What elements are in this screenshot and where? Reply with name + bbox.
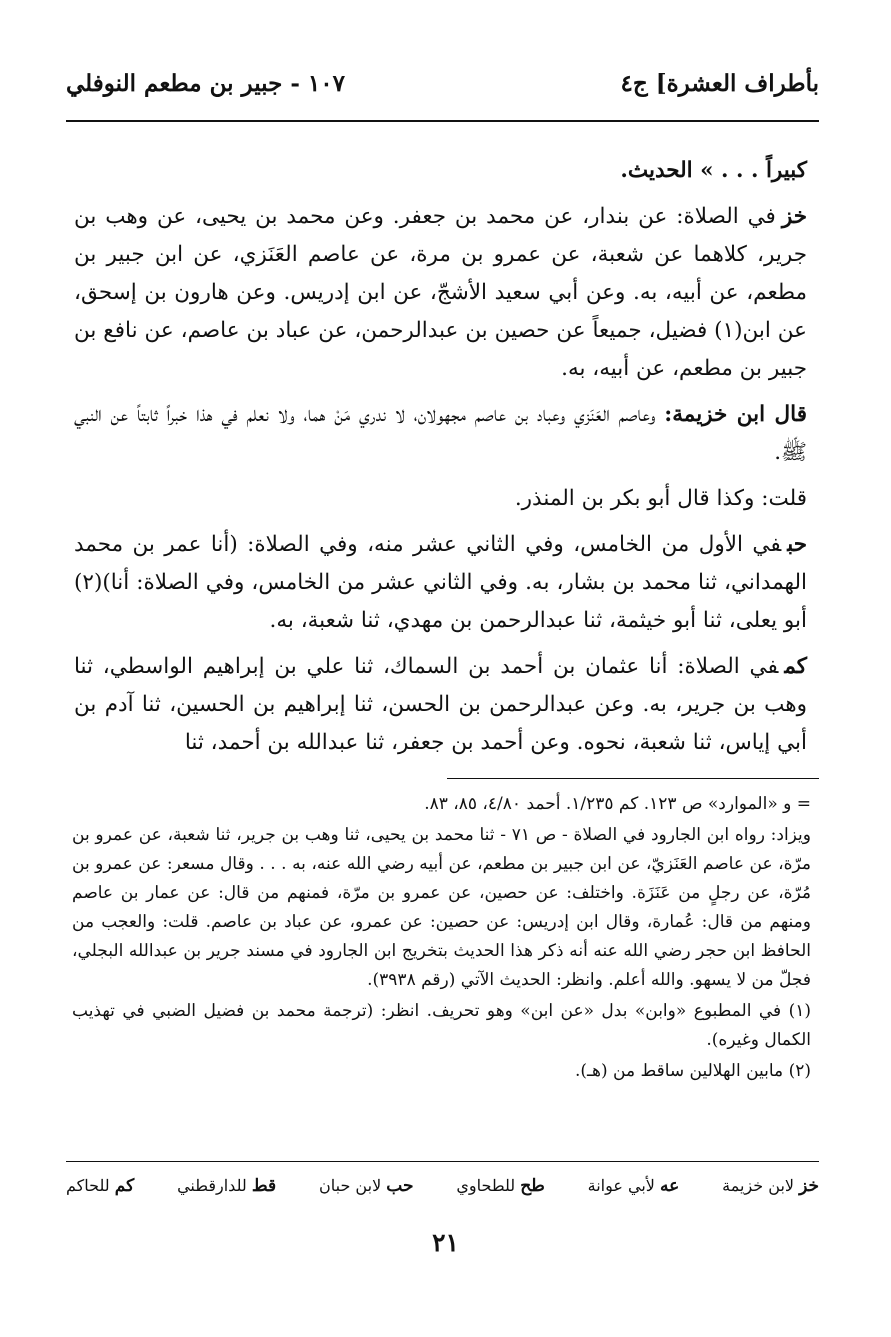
abbreviation-item: حب لابن حبان bbox=[319, 1176, 414, 1196]
abbreviation-item: عه لأبي عوانة bbox=[587, 1176, 680, 1196]
abbreviation-item: قط للدارقطني bbox=[177, 1176, 277, 1196]
footnotes bbox=[72, 790, 811, 1088]
comment-lead: قال ابن خزيمة: bbox=[664, 402, 807, 427]
paragraph-hb bbox=[74, 526, 807, 640]
header-volume: بأطراف العشرة] ج٤ bbox=[620, 70, 819, 97]
main-text bbox=[74, 152, 807, 770]
paragraph-km-text: في الصلاة: أنا عثمان بن أحمد بن السماك، ثنا علي بن إبراهيم الواسطي، ثنا وهب بن جرير، به. وعن عبدالرحمن بن الحسن، ثنا إبراهيم بن الحسين، ثنا آدم بن أبي إياس، ثنا شعبة، نحوه. وعن أحمد بن جعفر، ثنا عبدالله بن أحمد، ثنا bbox=[74, 654, 807, 755]
abbreviations-divider bbox=[66, 1161, 819, 1162]
comment-text: وعاصم العَنَزي وعباد بن عاصم مجهولان، لا ندري مَنْ هما، ولا نعلم في هذا خبراً ثابتاً عن النبي ﷺ. bbox=[74, 402, 807, 465]
paragraph-note: قلت: وكذا قال أبو بكر بن المنذر. bbox=[514, 486, 807, 511]
paragraph-hb-text: في الأول من الخامس، وفي الثاني عشر منه، وفي الصلاة: (أنا عمر بن محمد الهمداني، ثنا محمد بن بشار، به. وفي الثاني عشر من الخامس، وفي الصلاة: أنا)(٢) أبو يعلى، ثنا أبو خيثمة، ثنا عبدالرحمن بن مهدي، ثنا شعبة، به. bbox=[74, 532, 807, 633]
paragraph-khz-text: في الصلاة: عن بندار، عن محمد بن جعفر. وعن محمد بن يحيى، عن وهب بن جرير، كلاهما عن شعبة، عن عمرو بن مرة، عن عاصم العَنَزي، عن ابن جبير بن مطعم، عن أبيه، به. وعن أبي سعيد الأشجّ، عن ابن إدريس. وعن هارون بن إسحق، عن ابن(١) فضيل، جميعاً عن حصين بن عبدالرحمن، عن عباد بن عاصم، عن نافع بن جبير بن مطعم، عن أبيه، به. bbox=[74, 204, 808, 381]
footnote-addition: ويزاد: رواه ابن الجارود في الصلاة - ص ٧١ - ثنا محمد بن يحيى، ثنا وهب بن جرير، ثنا شعبة، عن عمرو بن مرّة، عن عاصم العَنَزيّ، عن ابن جبير بن مطعم، عن أبيه رضي الله عنه، به . . . وقال مسعر: عن عمرو بن مُرّة، عن رجلٍ من عَنَزَة. واختلف: عن حصين، عن عمرو بن مرّة، فمنهم من قال: عن عمار بن عاصم ومنهم من قال: عُمارة، وقال ابن إدريس: عن حصين: عن عمرو، عن عباد بن عاصم. قلت: والعجب من الحافظ ابن حجر رضي الله عنه أنه ذكر هذا الحديث بتخريج ابن الجارود في مسند جرير بن عبدالله البجلي، فجلّ من لا يسهو. والله أعلم. وانظر: الحديث الآتي (رقم ٣٩٣٨). bbox=[72, 825, 811, 990]
paragraph-km bbox=[74, 648, 807, 762]
footnote-continued: = و «الموارد» ص ١٢٣. كم ١/٢٣٥. أحمد ٤/٨٠، ٨٥، ٨٣. bbox=[424, 794, 811, 814]
abbreviation-item: طح للطحاوي bbox=[456, 1176, 545, 1196]
running-header bbox=[66, 70, 819, 97]
source-symbol-khz: خز bbox=[781, 204, 807, 229]
footnote-1: (١) في المطبوع «وابن» بدل «عن ابن» وهو تحريف. انظر: (ترجمة محمد بن فضيل الضبي في تهذيب الكمال وغيره). bbox=[72, 1001, 811, 1050]
abbreviation-item: كم للحاكم bbox=[66, 1176, 135, 1196]
header-section-title: ١٠٧ - جبير بن مطعم النوفلي bbox=[66, 70, 345, 97]
paragraph-khz bbox=[74, 198, 807, 388]
paragraph-continuation: كبيراً . . . » الحديث. bbox=[620, 158, 807, 183]
abbreviations-key bbox=[66, 1176, 819, 1196]
header-divider bbox=[66, 120, 819, 122]
source-symbol-km: كم bbox=[784, 654, 807, 679]
footnote-2: (٢) مابين الهلالين ساقط من (هـ). bbox=[574, 1061, 811, 1081]
page-number: ٢١ bbox=[432, 1228, 459, 1257]
footnote-divider bbox=[447, 778, 819, 779]
source-symbol-hb: حب bbox=[787, 532, 807, 557]
abbreviation-item: خز لابن خزيمة bbox=[722, 1176, 819, 1196]
paragraph-ibn-khuzaymah-comment bbox=[74, 396, 807, 472]
